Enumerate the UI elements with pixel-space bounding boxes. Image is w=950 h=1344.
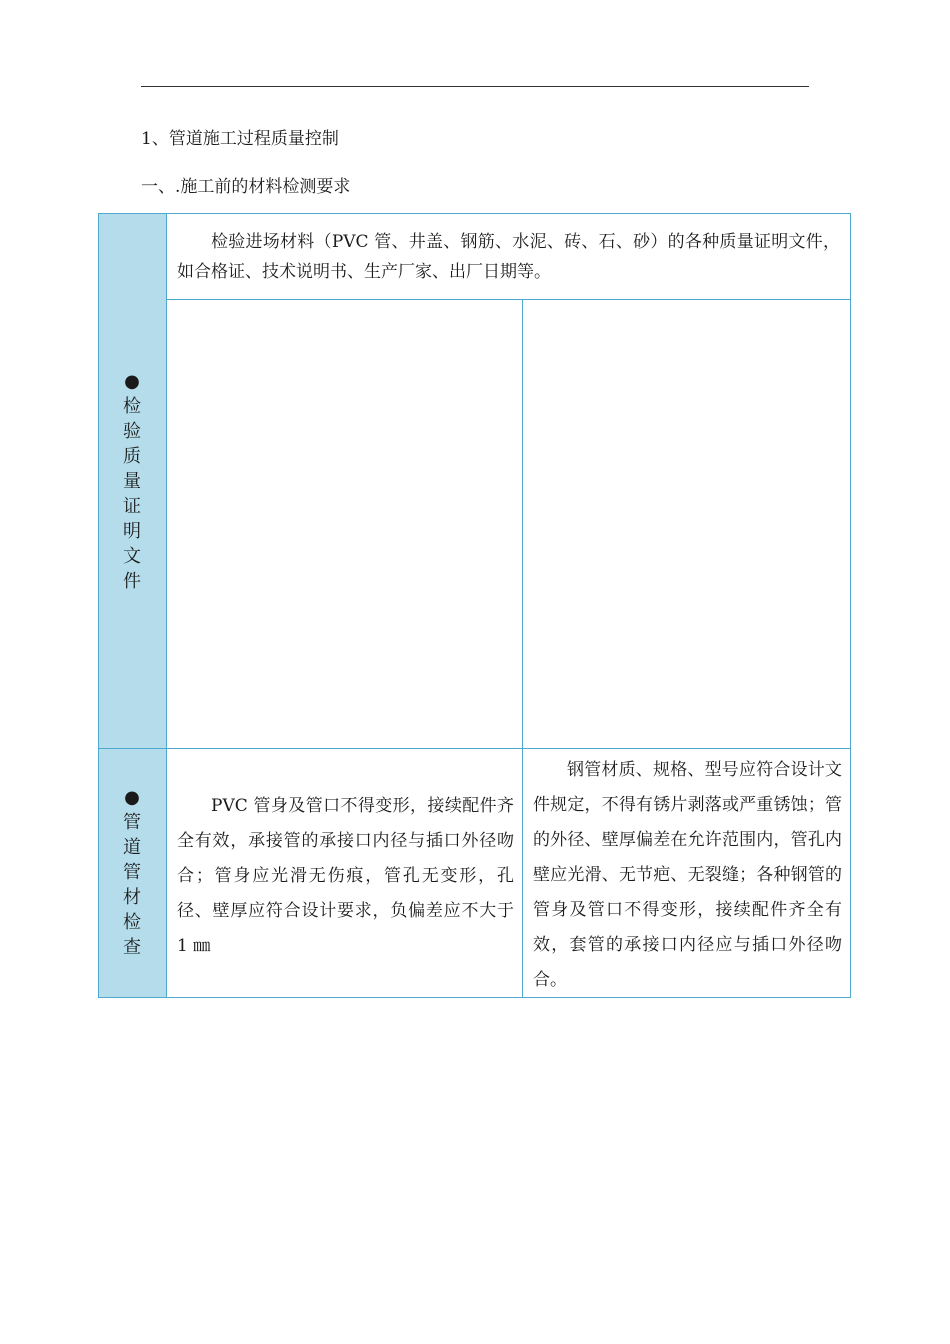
row1-empty-left-cell [167,300,523,749]
subsection-heading: 一、.施工前的材料检测要求 [141,177,351,197]
pvc-pipe-text: PVC 管身及管口不得变形，接续配件齐全有效，承接管的承接口内径与插口外径吻合；管身应光滑无伤痕，管孔无变形，孔径、壁厚应符合设计要求，负偏差应不大于 1 ㎜ [177,796,514,956]
row2-label: ● 管 道 管 材 检 查 [123,787,141,958]
section-heading: 1、管道施工过程质量控制 [141,129,339,149]
row1-content-cell [167,214,850,300]
steel-pipe-text: 钢管材质、规格、型号应符合设计文件规定，不得有锈片剥落或严重锈蚀；管的外径、壁厚偏差在允许范围内，管孔内壁应光滑、无节疤、无裂缝；各种钢管的管身及管口不得变形，接续配件齐全有效，套管的承接口内径应与插口外径吻合。 [533,760,842,990]
steel-pipe-cell [523,749,850,997]
inspection-table [98,213,851,998]
row1-label-cell [99,214,167,749]
row1-empty-right-cell [523,300,850,749]
row1-text: 检验进场材料（PVC 管、井盖、钢筋、水泥、砖、石、砂）的各种质量证明文件，如合格证、技术说明书、生产厂家、出厂日期等。 [177,232,840,282]
pvc-pipe-cell [167,749,523,997]
header-rule [141,86,809,87]
row1-label: ● 检 验 质 量 证 明 文 件 [123,371,141,592]
row2-label-cell [99,749,167,997]
